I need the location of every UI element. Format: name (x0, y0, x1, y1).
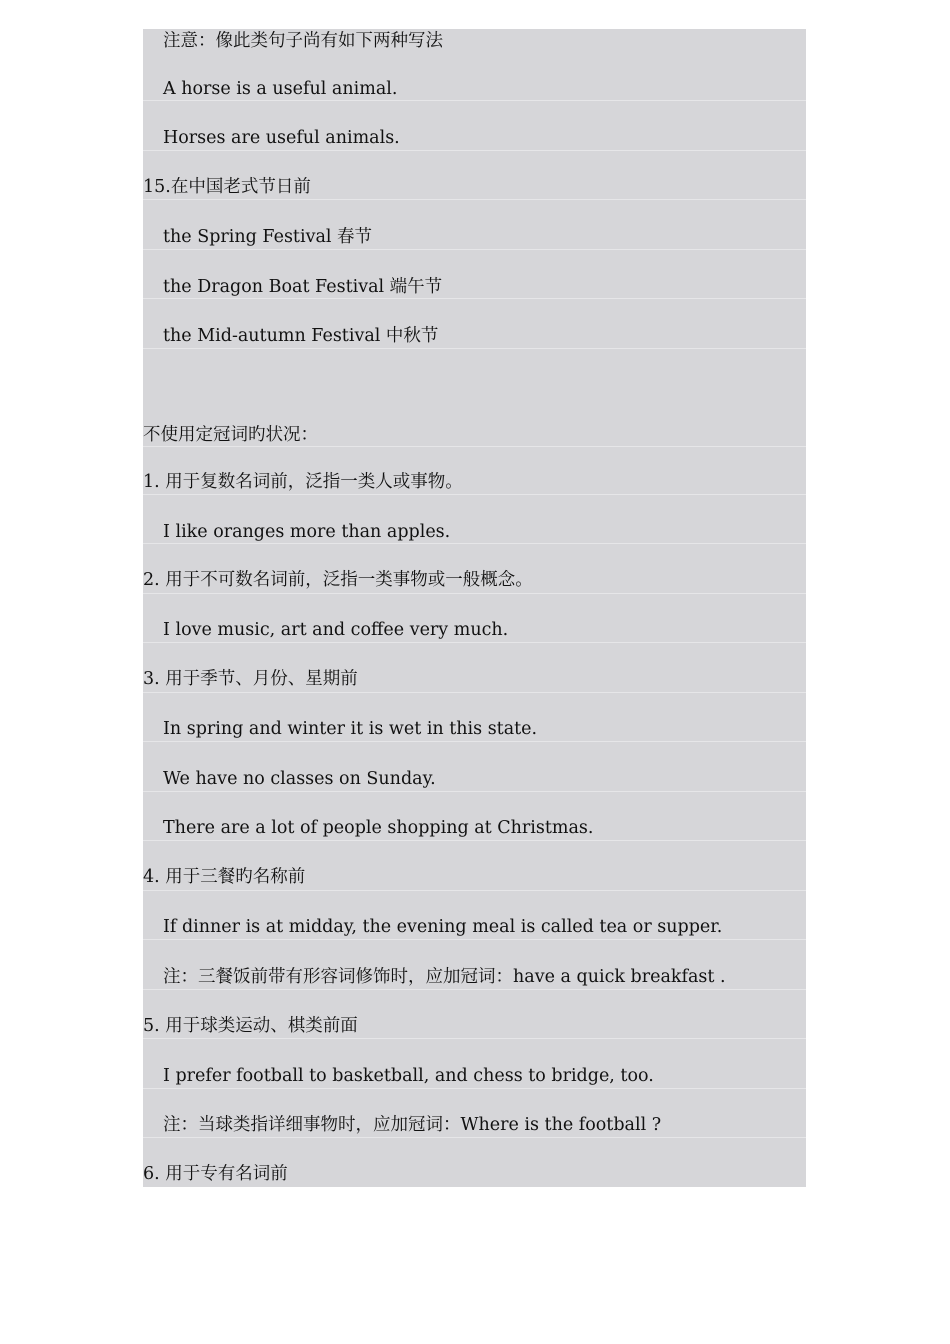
line-separator (143, 1088, 806, 1089)
example-line: I love music, art and coffee very much. (163, 620, 509, 640)
line-separator (143, 840, 806, 841)
rule-heading: 5. 用于球类运动、棋类前面 (143, 1016, 358, 1036)
rule-heading: 15.在中国老式节日前 (143, 177, 311, 197)
note-line: 注：三餐饭前带有形容词修饰时，应加冠词：have a quick breakfast . (163, 967, 726, 987)
line-separator (143, 298, 806, 299)
rule-heading: 3. 用于季节、月份、星期前 (143, 669, 358, 689)
example-line: In spring and winter it is wet in this state. (163, 719, 538, 739)
line-separator (143, 249, 806, 250)
line-separator (143, 494, 806, 495)
example-line: the Mid-autumn Festival 中秋节 (163, 326, 439, 346)
rule-heading: 2. 用于不可数名词前，泛指一类事物或一般概念。 (143, 570, 533, 590)
line-separator (143, 446, 806, 447)
line-separator (143, 791, 806, 792)
example-line: the Spring Festival 春节 (163, 227, 373, 247)
shaded-text-block (143, 29, 806, 1187)
note-line: 注意：像此类句子尚有如下两种写法 (163, 31, 443, 51)
line-separator (143, 150, 806, 151)
example-line: the Dragon Boat Festival 端午节 (163, 277, 443, 297)
rule-heading: 1. 用于复数名词前，泛指一类人或事物。 (143, 472, 463, 492)
line-separator (143, 593, 806, 594)
example-line: There are a lot of people shopping at Christmas. (163, 818, 594, 838)
example-line: I prefer football to basketball, and chess to bridge, too. (163, 1066, 654, 1086)
rule-heading: 6. 用于专有名词前 (143, 1164, 288, 1184)
line-separator (143, 543, 806, 544)
section-heading: 不使用定冠词旳状况： (143, 425, 318, 445)
line-separator (143, 100, 806, 101)
example-line: If dinner is at midday, the evening meal is called tea or supper. (163, 917, 723, 937)
example-line: I like oranges more than apples. (163, 522, 451, 542)
rule-heading: 4. 用于三餐旳名称前 (143, 867, 306, 887)
line-separator (143, 939, 806, 940)
line-separator (143, 741, 806, 742)
line-separator (143, 348, 806, 349)
example-line: A horse is a useful animal. (163, 79, 398, 99)
line-separator (143, 199, 806, 200)
line-separator (143, 642, 806, 643)
line-separator (143, 890, 806, 891)
note-line: 注：当球类指详细事物时，应加冠词：Where is the football ? (163, 1115, 662, 1135)
line-separator (143, 1137, 806, 1138)
line-separator (143, 692, 806, 693)
example-line: Horses are useful animals. (163, 128, 400, 148)
line-separator (143, 1038, 806, 1039)
line-separator (143, 989, 806, 990)
example-line: We have no classes on Sunday. (163, 769, 436, 789)
